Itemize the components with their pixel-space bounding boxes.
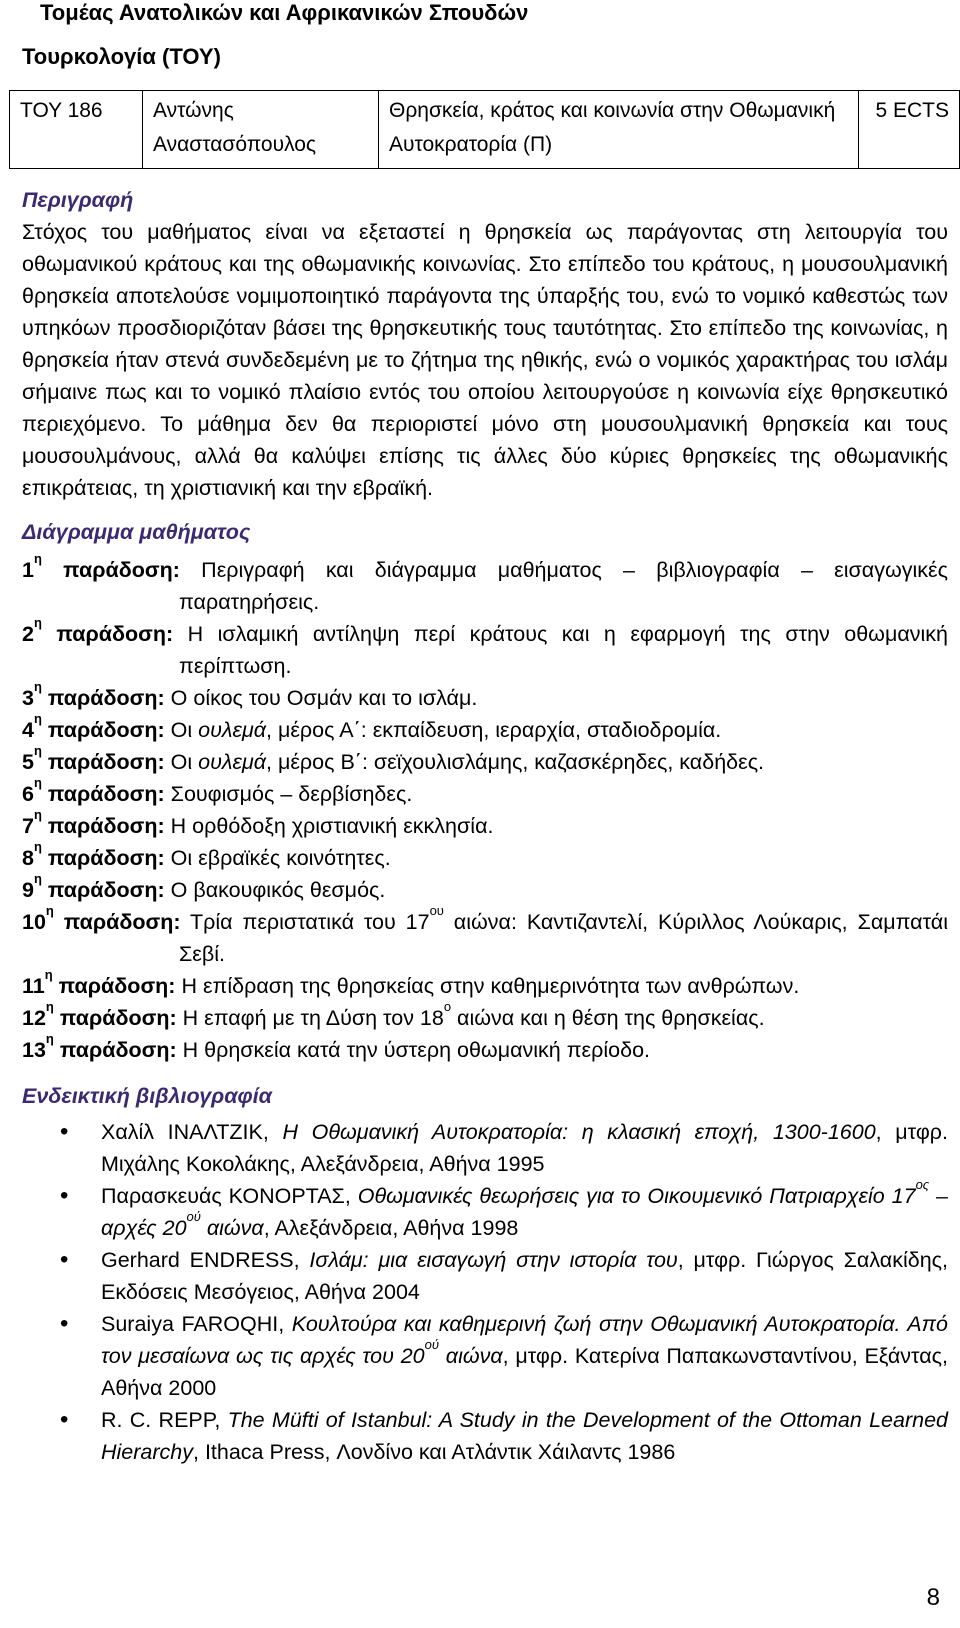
lecture-number [22, 967, 53, 998]
syllabus-heading: Διάγραμμα μαθήματος [22, 520, 251, 544]
lecture-number [22, 711, 42, 742]
subject-heading: Τουρκολογία (ΤΟΥ) [22, 44, 221, 69]
lecture-text-italic: ουλεμά [198, 750, 267, 774]
description-text: Στόχος του μαθήματος είναι να εξεταστεί η θρησκεία ως παράγοντας στη λειτουργία του οθωμανικού κράτους και της οθωμανικής κοινωνίας. Στο επίπεδο του κράτους, η μουσουλμανική θρησκεία αποτελούσε νομιμοποιητικό παράγοντα της ύπαρξής του, ενώ το νομικό καθεστώς των υπηκόων προσδιοριζόταν βάσει της θρησκευτικής τους ταυτότητας. Στο επίπεδο της κοινωνίας, η θρησκεία ήταν στενά συνδεδεμένη με το ζήτημα της ηθικής, ενώ ο νομικός χαρακτήρας του ισλάμ σήμαινε πως και το νομικό πλαίσιο εντός του οποίου λειτουργούσε η κοινωνία είχε θρησκευτικό περιεχόμενο. Το μάθημα δεν θα περιοριστεί μόνο στη μουσουλμανική θρησκεία και τους μουσουλμάνους, αλλά θα καλύψει επίσης τις άλλες δύο κύριες θρησκείες της οθωμανικής επικράτειας, τη χριστιανική και την εβραϊκή. [22, 220, 948, 500]
lecture-text: Οι εβραϊκές κοινότητες. [170, 846, 391, 870]
course-title: Θρησκεία, κράτος και κοινωνία στην Οθωμανική Αυτοκρατορία (Π) [379, 91, 859, 169]
bib-title-cont: αιώνα [439, 1344, 503, 1368]
bibliography-item [22, 1404, 948, 1468]
course-content [22, 184, 948, 1468]
course-info-row [10, 91, 960, 169]
lecture-item [22, 615, 948, 682]
lecture-text-cont: , μέρος Β΄: σεϊχουλισλάμης, καζασκέρηδες, καδήδες. [266, 750, 765, 774]
lecture-label: παράδοση: [56, 622, 174, 646]
bib-superscript: ού [186, 1209, 201, 1224]
bibliography-heading: Ενδεικτική βιβλιογραφία [22, 1084, 272, 1108]
lecture-item [22, 967, 948, 1002]
lecture-ordinal: η [33, 679, 42, 694]
lecture-number-value: 9 [22, 878, 34, 902]
lecture-superscript: ου [429, 903, 444, 918]
lecture-text: Η θρησκεία κατά την ύστερη οθωμανική περίοδο. [182, 1038, 651, 1062]
lecture-label: παράδοση: [59, 1006, 177, 1030]
lecture-item [22, 679, 948, 714]
lecture-text: Οι [170, 750, 199, 774]
bib-superscript: ού [424, 1337, 440, 1352]
lecture-text: Οι [170, 718, 199, 742]
lecture-ordinal: η [45, 1031, 54, 1046]
bib-title: Ισλάμ: μια εισαγωγή στην ιστορία του [309, 1248, 678, 1272]
lecture-text-cont: αιώνα: Καντιζαντελί, Κύριλλος Λούκαρις, Σαμπατάι Σεβί. [179, 910, 948, 966]
lecture-text: Η επίδραση της θρησκείας στην καθημερινότητα των ανθρώπων. [181, 974, 800, 998]
lecture-label: παράδοση: [58, 974, 176, 998]
page-number: 8 [926, 1584, 940, 1611]
bib-author: R. C. REPP, [101, 1408, 228, 1432]
course-instructor: Αντώνης Αναστασόπουλος [143, 91, 379, 169]
lecture-number-value: 3 [22, 686, 34, 710]
lecture-label: παράδοση: [63, 558, 180, 582]
bullet-icon: • [60, 1406, 69, 1433]
lecture-number [22, 615, 42, 646]
lecture-superscript: ο [443, 999, 452, 1014]
bib-title: Η Οθωμανική Αυτοκρατορία: η κλασική εποχή, 1300-1600 [282, 1120, 876, 1144]
lecture-item [22, 871, 948, 906]
lecture-number [22, 775, 42, 806]
bib-title: Κουλτούρα και καθημερινή ζωή στην Οθωμανική Αυτοκρατορία. Από τον μεσαίωνα ως τις αρχές του 20 [101, 1312, 948, 1368]
lecture-ordinal: η [33, 743, 42, 758]
lecture-number-value: 1 [22, 558, 34, 582]
lecture-ordinal: η [45, 999, 54, 1014]
department-heading: Τομέας Ανατολικών και Αφρικανικών Σπουδών [40, 0, 529, 25]
bib-title: The Müfti of Istanbul: A Study in the Development of the Ottoman Learned Hierarchy [101, 1408, 948, 1464]
lecture-number [22, 743, 42, 774]
lecture-ordinal: η [33, 775, 42, 790]
lecture-text: Περιγραφή και διάγραμμα μαθήματος – βιβλιογραφία – εισαγωγικές παρατηρήσεις. [179, 558, 948, 614]
bibliography-item [22, 1244, 948, 1308]
description-heading: Περιγραφή [22, 188, 134, 212]
lecture-text: Η ισλαμική αντίληψη περί κράτους και η εφαρμογή της στην οθωμανική περίπτωση. [179, 622, 948, 678]
lecture-text-italic: ουλεμά [198, 718, 267, 742]
bib-publication: , Αλεξάνδρεια, Αθήνα 1998 [263, 1216, 519, 1240]
bib-publication: , μτφρ. Γιώργος Σαλακίδης, Εκδόσεις Μεσόγειος, Αθήνα 2004 [101, 1248, 948, 1304]
lecture-number-value: 12 [22, 1006, 46, 1030]
lecture-item [22, 999, 948, 1034]
bib-superscript: ος [915, 1177, 930, 1192]
lecture-text: Ο βακουφικός θεσμός. [170, 878, 386, 902]
lecture-number [22, 807, 42, 838]
bib-title: Οθωμανικές θεωρήσεις για το Οικουμενικό Πατριαρχείο 17 [357, 1184, 916, 1208]
lecture-number [22, 1031, 54, 1062]
lecture-number-value: 2 [22, 622, 34, 646]
lecture-label: παράδοση: [47, 782, 165, 806]
lecture-text: Τρία περιστατικά του 17 [190, 910, 430, 934]
lecture-label: παράδοση: [47, 878, 165, 902]
bullet-icon: • [60, 1246, 69, 1273]
lecture-item [22, 1031, 948, 1066]
lecture-ordinal: η [33, 839, 42, 854]
bib-title-cont: – αρχές 20 [101, 1184, 948, 1240]
lecture-number-value: 7 [22, 814, 34, 838]
lecture-ordinal: η [33, 807, 42, 822]
lecture-text: Σουφισμός – δερβίσηδες. [170, 782, 413, 806]
lecture-label: παράδοση: [59, 1038, 177, 1062]
lecture-item [22, 903, 948, 970]
lecture-item [22, 711, 948, 746]
bib-publication: , μτφρ. Μιχάλης Κοκολάκης, Αλεξάνδρεια, Αθήνα 1995 [101, 1120, 949, 1176]
lecture-number-value: 5 [22, 750, 34, 774]
bibliography-item [22, 1116, 948, 1180]
lecture-text-cont: , μέρος Α΄: εκπαίδευση, ιεραρχία, σταδιοδρομία. [266, 718, 722, 742]
lecture-number [22, 903, 54, 934]
lecture-number [22, 839, 42, 870]
lecture-number-value: 10 [22, 910, 46, 934]
bullet-icon: • [60, 1182, 69, 1209]
lecture-number [22, 999, 54, 1030]
course-info-table [9, 90, 960, 169]
lecture-number-value: 13 [22, 1038, 46, 1062]
lecture-item [22, 807, 948, 842]
bib-author: Χαλίλ ΙΝΑΛΤΖΙΚ, [101, 1120, 283, 1144]
lecture-number-value: 8 [22, 846, 34, 870]
lecture-ordinal: η [33, 615, 42, 630]
lecture-number-value: 11 [22, 974, 45, 998]
lecture-label: παράδοση: [63, 910, 181, 934]
lecture-item [22, 743, 948, 778]
lecture-item [22, 775, 948, 810]
lecture-label: παράδοση: [47, 686, 165, 710]
bullet-icon: • [60, 1310, 69, 1337]
lecture-ordinal: η [33, 871, 42, 886]
lecture-label: παράδοση: [47, 814, 165, 838]
lecture-text: Η επαφή με τη Δύση τον 18 [182, 1006, 444, 1030]
lecture-ordinal: η [33, 551, 42, 566]
lecture-number-value: 4 [22, 718, 34, 742]
lecture-item [22, 551, 948, 618]
lecture-label: παράδοση: [47, 846, 165, 870]
bibliography-list [22, 1116, 948, 1468]
bib-publication: , Ithaca Press, Λονδίνο και Ατλάντικ Χάιλαντς 1986 [193, 1440, 676, 1464]
lecture-label: παράδοση: [47, 718, 165, 742]
lecture-text: Ο οίκος του Οσμάν και το ισλάμ. [170, 686, 478, 710]
bullet-icon: • [60, 1118, 69, 1145]
lecture-number [22, 871, 42, 902]
bib-author: Gerhard ENDRESS, [101, 1248, 310, 1272]
lecture-ordinal: η [44, 967, 53, 982]
bib-author: Παρασκευάς ΚΟΝΟΡΤΑΣ, [101, 1184, 358, 1208]
bib-title-cont: αιώνα [200, 1216, 264, 1240]
course-code: ΤΟΥ 186 [10, 91, 143, 169]
lecture-ordinal: η [45, 903, 54, 918]
bib-author: Suraiya FAROQHI, [101, 1312, 292, 1336]
bibliography-item [22, 1177, 948, 1244]
lecture-number-value: 6 [22, 782, 34, 806]
bib-publication: , μτφρ. Κατερίνα Παπακωνσταντίνου, Εξάντας, Αθήνα 2000 [101, 1344, 948, 1400]
lecture-number [22, 551, 42, 582]
lecture-text-cont: αιώνα και η θέση της θρησκείας. [451, 1006, 765, 1030]
lecture-ordinal: η [33, 711, 42, 726]
lecture-item [22, 839, 948, 874]
course-ects: 5 ECTS [859, 91, 960, 169]
lecture-label: παράδοση: [47, 750, 165, 774]
lecture-text: Η ορθόδοξη χριστιανική εκκλησία. [170, 814, 494, 838]
bibliography-item [22, 1308, 948, 1404]
lecture-list [22, 551, 948, 1066]
lecture-number [22, 679, 42, 710]
